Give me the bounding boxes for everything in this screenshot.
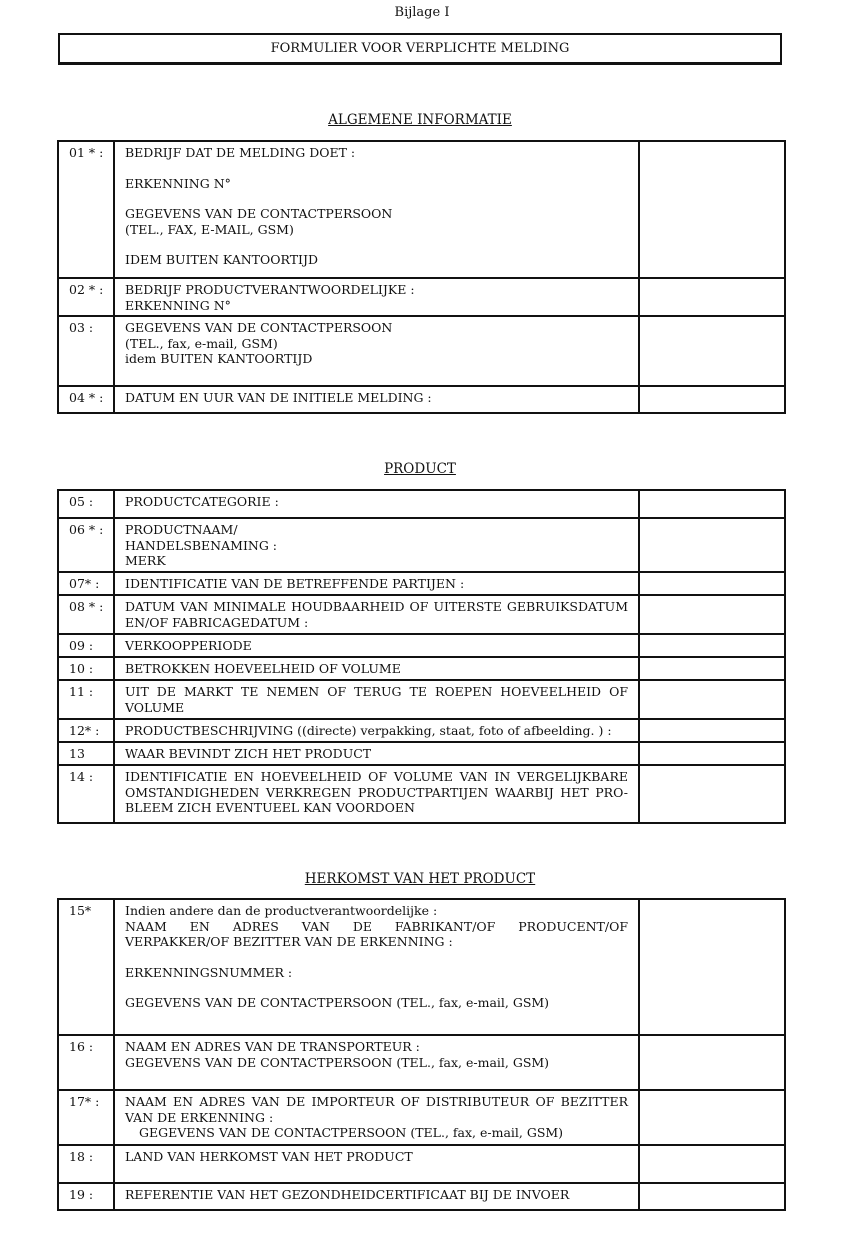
row-description bbox=[114, 1145, 639, 1183]
row-description bbox=[114, 595, 639, 634]
row-description bbox=[114, 719, 639, 742]
form-row bbox=[58, 278, 785, 316]
row-number: 12* : bbox=[58, 719, 114, 742]
section-title-general: ALGEMENE INFORMATIE bbox=[328, 112, 512, 128]
form-row bbox=[58, 595, 785, 634]
line: PRODUCTNAAM/ bbox=[125, 522, 238, 537]
form-row bbox=[58, 316, 785, 386]
value-field[interactable] bbox=[639, 141, 785, 278]
line: (TEL., FAX, E-MAIL, GSM) bbox=[125, 221, 294, 237]
value-field[interactable] bbox=[639, 490, 785, 518]
value-field[interactable] bbox=[639, 719, 785, 742]
line: VAN DE ERKENNING : bbox=[125, 1109, 274, 1125]
row-number: 07* : bbox=[58, 572, 114, 595]
form-row bbox=[58, 1090, 785, 1145]
general-info-table bbox=[57, 140, 786, 414]
value-field[interactable] bbox=[639, 657, 785, 680]
form-row bbox=[58, 765, 785, 823]
form-row bbox=[58, 518, 785, 572]
row-description bbox=[114, 572, 639, 595]
row-description bbox=[114, 278, 639, 316]
line: EN/OF FABRICAGEDATUM : bbox=[125, 614, 309, 630]
value-field[interactable] bbox=[639, 386, 785, 413]
row-description bbox=[114, 899, 639, 1035]
value-field[interactable] bbox=[639, 634, 785, 657]
origin-table bbox=[57, 898, 786, 1211]
form-row bbox=[58, 1035, 785, 1090]
line: NAAM EN ADRES VAN DE FABRIKANT/OF PRODUCENT/OF bbox=[125, 918, 628, 934]
form-row bbox=[58, 719, 785, 742]
value-field[interactable] bbox=[639, 1090, 785, 1145]
form-row bbox=[58, 386, 785, 413]
form-row bbox=[58, 1145, 785, 1183]
row-description bbox=[114, 141, 639, 278]
line: IDENTIFICATIE VAN DE BETREFFENDE PARTIJEN : bbox=[125, 576, 465, 591]
row-number: 09 : bbox=[58, 634, 114, 657]
line: LAND VAN HERKOMST VAN HET PRODUCT bbox=[125, 1149, 413, 1164]
row-description bbox=[114, 316, 639, 386]
line: ERKENNINGSNUMMER : bbox=[125, 964, 293, 980]
value-field[interactable] bbox=[639, 765, 785, 823]
row-number: 11 : bbox=[58, 680, 114, 719]
section-title-origin: HERKOMST VAN HET PRODUCT bbox=[304, 871, 536, 887]
line: Indien andere dan de productverantwoordelijke : bbox=[125, 903, 438, 918]
row-number: 19 : bbox=[58, 1183, 114, 1210]
row-description bbox=[114, 1090, 639, 1145]
line: HANDELSBENAMING : bbox=[125, 537, 277, 553]
line: BEDRIJF DAT DE MELDING DOET : bbox=[125, 145, 356, 160]
line: WAAR BEVINDT ZICH HET PRODUCT bbox=[125, 746, 372, 761]
line: VERPAKKER/OF BEZITTER VAN DE ERKENNING : bbox=[125, 934, 453, 949]
line: DATUM VAN MINIMALE HOUDBAARHEID OF UITERSTE GEBRUIKSDATUM bbox=[125, 599, 628, 614]
value-field[interactable] bbox=[639, 1035, 785, 1090]
row-number: 17* : bbox=[58, 1090, 114, 1145]
line: UIT DE MARKT TE NEMEN OF TERUG TE ROEPEN HOEVEELHEID OF bbox=[125, 684, 628, 699]
value-field[interactable] bbox=[639, 595, 785, 634]
line: NAAM EN ADRES VAN DE IMPORTEUR OF DISTRIBUTEUR OF BEZITTER bbox=[125, 1094, 628, 1109]
line: (TEL., fax, e-mail, GSM) bbox=[125, 335, 278, 351]
row-number: 06 * : bbox=[58, 518, 114, 572]
form-row bbox=[58, 490, 785, 518]
line: IDEM BUITEN KANTOORTIJD bbox=[125, 252, 319, 267]
product-table bbox=[57, 489, 786, 824]
line: BETROKKEN HOEVEELHEID OF VOLUME bbox=[125, 661, 401, 676]
row-description bbox=[114, 634, 639, 657]
form-row bbox=[58, 141, 785, 278]
row-number: 04 * : bbox=[58, 386, 114, 413]
row-description bbox=[114, 1035, 639, 1090]
form-row bbox=[58, 899, 785, 1035]
form-row bbox=[58, 1183, 785, 1210]
row-number: 18 : bbox=[58, 1145, 114, 1183]
row-number: 01 * : bbox=[58, 141, 114, 278]
line: GEGEVENS VAN DE CONTACTPERSOON (TEL., fax, e-mail, GSM) bbox=[139, 1125, 564, 1140]
line: BEDRIJF PRODUCTVERANTWOORDELIJKE : bbox=[125, 282, 415, 297]
line: NAAM EN ADRES VAN DE TRANSPORTEUR : bbox=[125, 1039, 420, 1054]
section-title-product: PRODUCT bbox=[384, 461, 456, 477]
value-field[interactable] bbox=[639, 899, 785, 1035]
row-number: 03 : bbox=[58, 316, 114, 386]
row-number: 10 : bbox=[58, 657, 114, 680]
line: DATUM EN UUR VAN DE INITIELE MELDING : bbox=[125, 390, 432, 405]
row-number: 05 : bbox=[58, 490, 114, 518]
value-field[interactable] bbox=[639, 316, 785, 386]
line: GEGEVENS VAN DE CONTACTPERSOON bbox=[125, 206, 393, 221]
form-row bbox=[58, 634, 785, 657]
line: ERKENNING N° bbox=[125, 175, 231, 191]
value-field[interactable] bbox=[639, 1183, 785, 1210]
line: BLEEM ZICH EVENTUEEL KAN VOORDOEN bbox=[125, 800, 415, 815]
form-row bbox=[58, 572, 785, 595]
line: ERKENNING N° bbox=[125, 297, 231, 313]
value-field[interactable] bbox=[639, 742, 785, 765]
line: IDENTIFICATIE EN HOEVEELHEID OF VOLUME VAN IN VERGELIJKBARE bbox=[125, 769, 628, 784]
form-row bbox=[58, 657, 785, 680]
row-number: 02 * : bbox=[58, 278, 114, 316]
line: MERK bbox=[125, 553, 166, 568]
form-row bbox=[58, 680, 785, 719]
row-description bbox=[114, 657, 639, 680]
value-field[interactable] bbox=[639, 278, 785, 316]
value-field[interactable] bbox=[639, 1145, 785, 1183]
row-description bbox=[114, 742, 639, 765]
line: OMSTANDIGHEDEN VERKREGEN PRODUCTPARTIJEN WAARBIJ HET PRO- bbox=[125, 784, 628, 800]
annex-label: Bijlage I bbox=[394, 5, 450, 20]
row-description bbox=[114, 490, 639, 518]
line: VERKOOPPERIODE bbox=[125, 638, 252, 653]
line: idem BUITEN KANTOORTIJD bbox=[125, 351, 313, 366]
row-description bbox=[114, 680, 639, 719]
row-number: 13 bbox=[58, 742, 114, 765]
form-title: FORMULIER VOOR VERPLICHTE MELDING bbox=[58, 33, 782, 65]
row-description bbox=[114, 518, 639, 572]
line: REFERENTIE VAN HET GEZONDHEIDCERTIFICAAT BIJ DE INVOER bbox=[125, 1187, 570, 1202]
line: VOLUME bbox=[125, 699, 185, 715]
line: GEGEVENS VAN DE CONTACTPERSOON (TEL., fax, e-mail, GSM) bbox=[125, 1054, 550, 1070]
row-number: 15* bbox=[58, 899, 114, 1035]
row-description bbox=[114, 386, 639, 413]
row-number: 14 : bbox=[58, 765, 114, 823]
value-field[interactable] bbox=[639, 518, 785, 572]
row-description bbox=[114, 765, 639, 823]
value-field[interactable] bbox=[639, 572, 785, 595]
line: PRODUCTBESCHRIJVING ((directe) verpakking, staat, foto of afbeelding. ) : bbox=[125, 723, 612, 738]
line: GEGEVENS VAN DE CONTACTPERSOON bbox=[125, 320, 393, 335]
row-number: 16 : bbox=[58, 1035, 114, 1090]
form-row bbox=[58, 742, 785, 765]
line: PRODUCTCATEGORIE : bbox=[125, 494, 279, 509]
line: GEGEVENS VAN DE CONTACTPERSOON (TEL., fax, e-mail, GSM) bbox=[125, 995, 550, 1010]
value-field[interactable] bbox=[639, 680, 785, 719]
row-description bbox=[114, 1183, 639, 1210]
row-number: 08 * : bbox=[58, 595, 114, 634]
